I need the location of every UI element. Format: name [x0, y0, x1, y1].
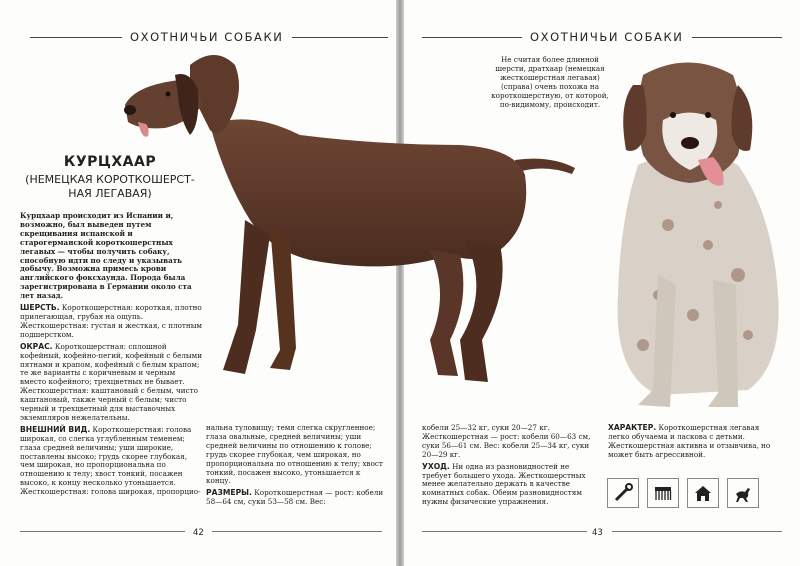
appearance-text: Короткошерстная: голова широкая, со слегка углубленным теменем; глаза средней величины; уши широкие, поставлены высоко; грудь скорее глубокая, чем широкая, но пропорциональна по отношению к телу; хвост тонкий, посажен высоко, к концу несколько утоньшается. Жесткошерстная: голова широкая, пропорцио- — [20, 424, 201, 497]
color-text: Короткошерстная: сплошной кофейный, кофейно-пегий, кофейный с белыми пятнами и крапом, кофейный с белым крапом; те же варианты с коричневым и черным вместо кофейного; трехцветных не бывает. Жесткошерстная: каштановый с белым, чисто каштановый, также черный с белым; чисто черный и трехцветный для выставочных экземпляров нежелательны. — [20, 341, 202, 422]
appearance-label: ВНЕШНИЙ ВИД. — [20, 424, 91, 434]
character-label: ХАРАКТЕР. — [608, 423, 657, 432]
size-text: Короткошерстная — рост: кобели 58—64 см, суки 53—58 см. Вес: — [206, 488, 384, 507]
right-page-number: 43 — [592, 528, 603, 538]
appearance-continued: нальна туловищу; темя слегка скругленное; глаза овальные, средней величины; уши средней величины по отношению к голове; грудь скорее глубокая, чем широкая, но пропорциональна по отношению к телу; хвост тонкий, посажен высоко, утоньшается к концу. — [206, 423, 383, 486]
size-continued: кобели 25—32 кг, суки 20—27 кг. Жесткошерстная — рост: кобели 60—63 см, суки 56—61 см. Вес: кобели 25—34 кг, суки 20—29 кг. — [422, 423, 591, 459]
care-text: Ни одна из разновидностей не требует большего ухода. Жесткошерстных менее желательно держать в качестве комнатных собак. Обеим разновидностям нужны физические упражнения. — [422, 461, 586, 507]
left-header-text: ОХОТНИЧЬИ СОБАКИ — [130, 30, 284, 44]
character-text: Короткошерстная легавая легко обучаема и ласкова с детьми. Жесткошерстная активна и отзывчива, но может быть агрессивной. — [608, 423, 771, 459]
size-label: РАЗМЕРЫ. — [206, 488, 252, 498]
left-column-2 — [206, 424, 384, 510]
shorthaired-pointer-photo — [120, 50, 590, 400]
comb-icon — [647, 478, 679, 508]
left-header — [30, 30, 388, 44]
care-icons — [607, 478, 759, 508]
breed-title: КУРЦХААР — [63, 154, 157, 170]
right-column-2 — [608, 424, 780, 463]
coat-text: Короткошерстная: короткая, плотно прилегающая, грубая на ощупь. Жесткошерстная: густая и жесткая, с плотным подшерстком. — [20, 303, 203, 339]
wirehaired-pointer-photo — [598, 45, 788, 415]
left-page-number: 42 — [193, 528, 204, 538]
house-icon — [687, 478, 719, 508]
coat-label: ШЕРСТЬ. — [20, 303, 60, 313]
color-label: ОКРАС. — [20, 341, 53, 351]
leash-icon — [607, 478, 639, 508]
right-header — [422, 30, 782, 44]
running-dog-icon — [727, 478, 759, 508]
right-column-1 — [422, 424, 592, 510]
care-label: УХОД. — [422, 461, 450, 471]
photo-caption: Не считая более длинной шерсти, дратхаар (немецкая жесткошерстная легавая) (справа) очень похожа на короткошерстную, от которой, по-видимому, происходит. — [491, 55, 609, 109]
right-header-text: ОХОТНИЧЬИ СОБАКИ — [530, 30, 684, 44]
breed-subtitle: (НЕМЕЦКАЯ КОРОТКОШЕРСТ-НАЯ ЛЕГАВАЯ) — [25, 173, 195, 200]
intro-paragraph: Курцхаар происходит из Испании и, возможно, был выведен путем скрещивания испанской и старогерманской короткошерстных легавых — чтобы получить собаку, способную идти по следу и указывать добычу. Возможна примесь крови английского фоксхаунда. Порода была зарегистрирована в Германии около ста лет назад. — [20, 211, 192, 301]
